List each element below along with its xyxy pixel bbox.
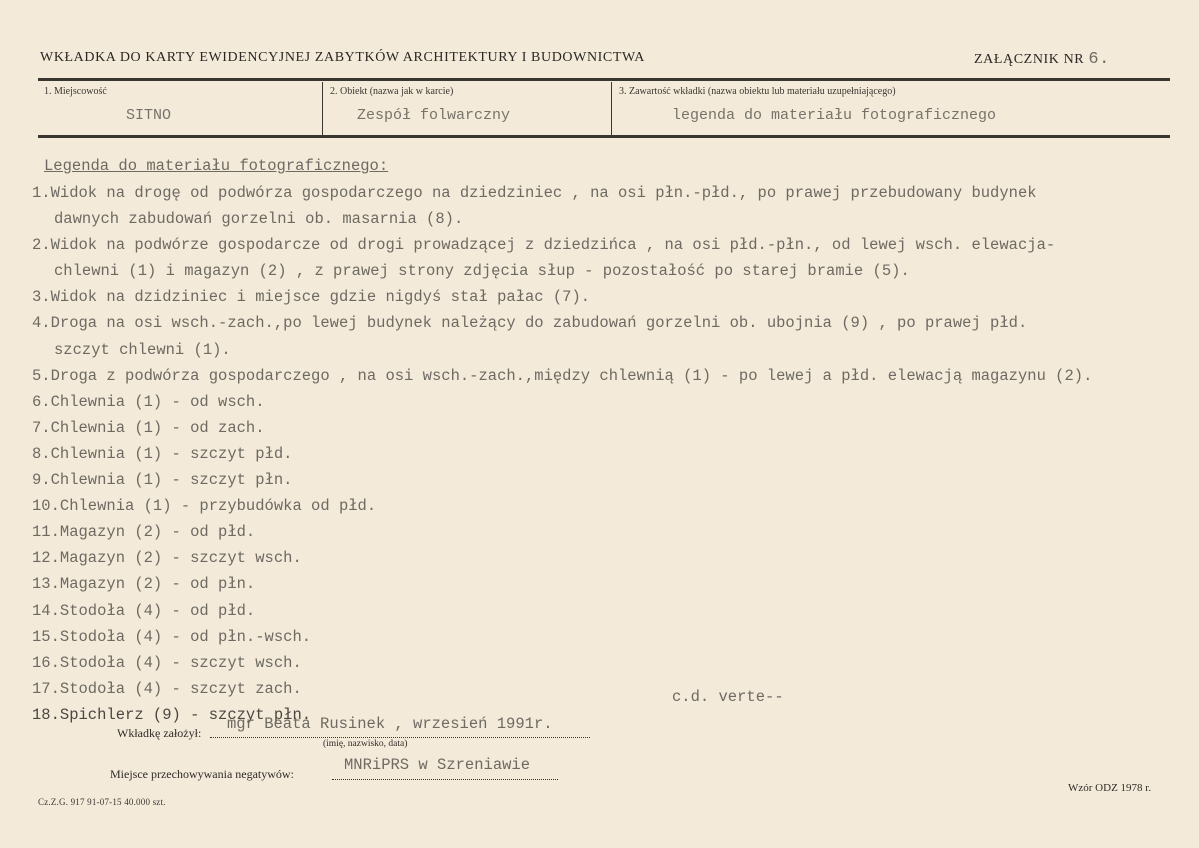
legend-line: dawnych zabudowań gorzelni ob. masarnia (8).: [54, 210, 464, 229]
legend-line: 1.Widok na drogę od podwórza gospodarczego na dziedziniec , na osi płn.-płd., po prawej przebudowany budynek: [32, 184, 1037, 202]
legend-line: 13.Magazyn (2) - od płn.: [32, 575, 256, 594]
attachment-number: [974, 50, 1110, 69]
print-info: Cz.Z.G. 917 91-07-15 40.000 szt.: [38, 797, 166, 807]
legend-line: 8.Chlewnia (1) - szczyt płd.: [32, 444, 293, 463]
field-divider-1: [322, 82, 323, 135]
legend-line: 11.Magazyn (2) - od płd.: [32, 523, 256, 542]
legend-line: 17.Stodoła (4) - szczyt zach.: [32, 679, 302, 698]
field-label-object: 2. Obiekt (nazwa jak w karcie): [330, 86, 454, 97]
legend-line: 7.Chlewnia (1) - od zach.: [32, 418, 265, 437]
made-by-label: Wkładkę założył:: [117, 726, 202, 740]
attachment-label: ZAŁĄCZNIK NR: [974, 52, 1085, 67]
attachment-number-value: 6.: [1088, 50, 1110, 69]
made-by-dotted-line: [210, 737, 590, 738]
field-divider-2: [611, 82, 612, 135]
legend-line: szczyt chlewni (1).: [54, 340, 231, 359]
storage-value: MNRiPRS w Szreniawie: [344, 756, 531, 774]
header-rule-bottom: [38, 135, 1170, 138]
legend-title: Legenda do materiału fotograficznego:: [44, 157, 389, 175]
storage-dotted-line: [332, 779, 558, 780]
legend-line: chlewni (1) i magazyn (2) , z prawej strony zdjęcia słup - pozostałość po starej bramie (5).: [54, 262, 910, 281]
legend-line: 6.Chlewnia (1) - od wsch.: [32, 392, 265, 411]
header-rule-top: [38, 78, 1170, 81]
field-value-contents: legenda do materiału fotograficznego: [672, 107, 997, 124]
field-value-locality: SITNO: [126, 107, 172, 124]
document-title: WKŁADKA DO KARTY EWIDENCYJNEJ ZABYTKÓW ARCHITEKTURY I BUDOWNICTWA: [40, 50, 645, 65]
legend-line: 16.Stodoła (4) - szczyt wsch.: [32, 653, 302, 672]
legend-line: 14.Stodoła (4) - od płd.: [32, 601, 256, 620]
legend-line: 15.Stodoła (4) - od płn.-wsch.: [32, 627, 312, 646]
made-by-sublabel: (imię, nazwisko, data): [323, 739, 408, 749]
legend-line: 12.Magazyn (2) - szczyt wsch.: [32, 549, 302, 568]
field-value-object: Zespół folwarczny: [357, 107, 511, 124]
legend-line: 10.Chlewnia (1) - przybudówka od płd.: [32, 497, 377, 516]
legend-line: 4.Droga na osi wsch.-zach.,po lewej budynek należący do zabudowań gorzelni ob. ubojnia (9) , po prawej płd.: [32, 314, 1028, 333]
legend-line: 5.Droga z podwórza gospodarczego , na osi wsch.-zach.,między chlewnią (1) - po lewej a płd. elewacją magazynu (2).: [32, 366, 1093, 385]
made-by-value: mgr Beata Rusinek , wrzesień 1991r.: [227, 715, 553, 733]
legend-line: 3.Widok na dzidziniec i miejsce gdzie nigdyś stał pałac (7).: [32, 288, 591, 307]
field-label-locality: 1. Miejscowość: [44, 86, 107, 97]
continued-note: c.d. verte--: [672, 688, 784, 706]
legend-list: [32, 180, 1192, 728]
legend-line: 2.Widok na podwórze gospodarcze od drogi prowadzącej z dziedzińca , na osi płd.-płn., od lewej wsch. elewacja-: [32, 236, 1056, 255]
field-label-contents: 3. Zawartość wkładki (nazwa obiektu lub materiału uzupełniającego): [619, 86, 896, 97]
legend-line: 18.Spichlerz (9) - szczyt płn.: [32, 705, 312, 724]
storage-label: Miejsce przechowywania negatywów:: [110, 767, 294, 781]
form-id: Wzór ODZ 1978 r.: [1068, 782, 1152, 794]
legend-line: 9.Chlewnia (1) - szczyt płn.: [32, 471, 293, 490]
